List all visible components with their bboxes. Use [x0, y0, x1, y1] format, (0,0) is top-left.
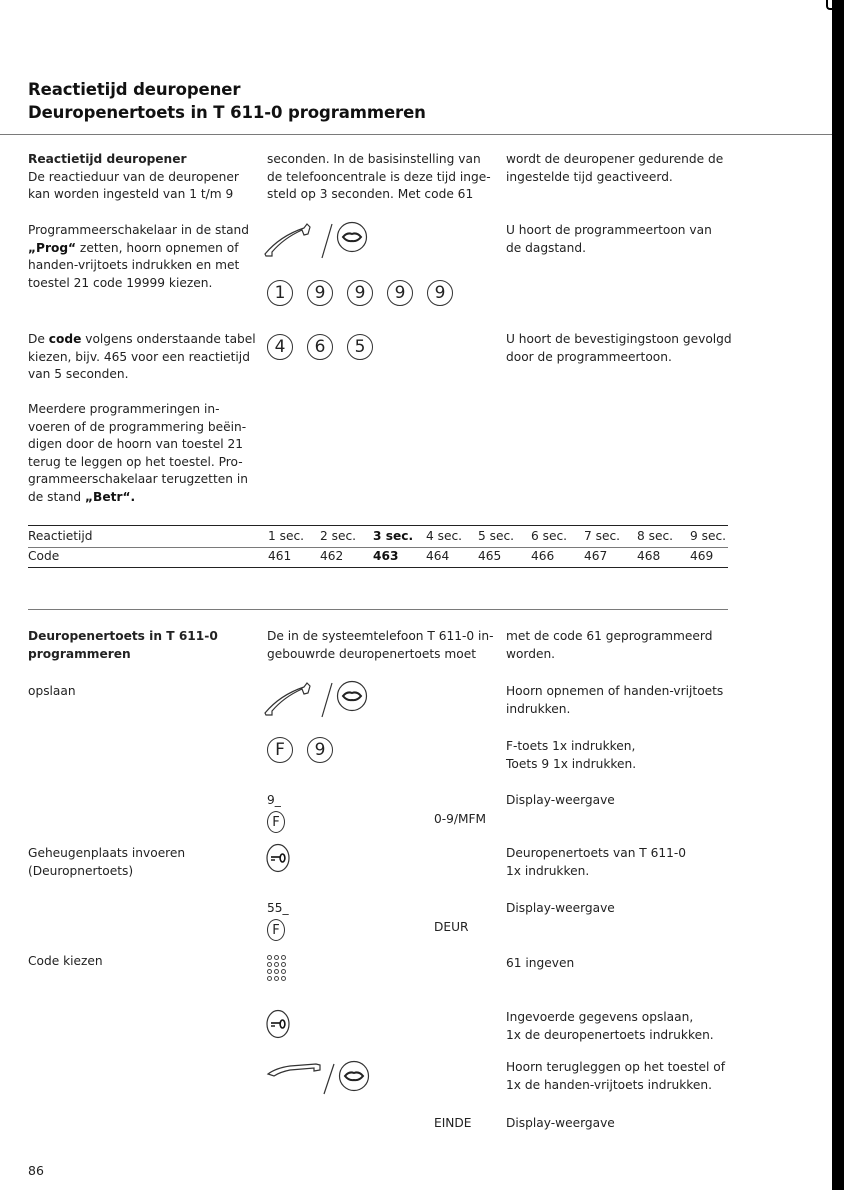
- keys-F9: [267, 737, 333, 763]
- key-9: 9: [347, 280, 373, 306]
- door-key-icon: [266, 843, 290, 877]
- section1-intro-col1: Reactietijd deuropener De reactieduur van de deuropener kan worden ingesteld van 1 t/m 9: [28, 152, 239, 201]
- s2-step4-label: Geheugenplaats invoeren (Deuropnertoets): [28, 846, 186, 878]
- keypad-icon: [267, 955, 287, 982]
- speaker-lips-icon: [336, 221, 368, 257]
- page-title-line1: Reactietijd deuropener: [28, 80, 241, 99]
- display-right-deur: DEUR: [434, 920, 469, 934]
- door-key-icon: [266, 1009, 290, 1043]
- scan-edge-bar: [832, 0, 844, 1190]
- section2-intro-col3: met de code 61 geprogrammeerd worden.: [506, 629, 713, 661]
- section2-divider: [28, 609, 728, 610]
- s2-step5-result: Display-weergave: [506, 901, 615, 915]
- display-value-55: 55_: [267, 901, 289, 915]
- row-label-code: Code: [28, 549, 60, 563]
- display-f-key: F: [267, 919, 285, 941]
- page-title-line2: Deuropenertoets in T 611-0 programmeren: [28, 103, 426, 122]
- key-5: 5: [347, 334, 373, 360]
- s2-step1-result: Hoorn opnemen of handen-vrijtoets indrukken.: [506, 684, 724, 716]
- section1-intro-col3: wordt de deuropener gedurende de ingestelde tijd geactiveerd.: [506, 152, 724, 184]
- key-9: 9: [307, 737, 333, 763]
- table-top-rule: [28, 525, 728, 526]
- display-right-einde: EINDE: [434, 1116, 472, 1130]
- s2-step2-result: F-toets 1x indrukken, Toets 9 1x indrukken.: [506, 739, 637, 771]
- table-row-codes: Code 461 462 463 464 465 466 467 468 469: [28, 549, 714, 563]
- display-f-key: F: [267, 811, 285, 833]
- keys-465: [267, 334, 373, 360]
- section1-heading: Reactietijd deuropener: [28, 152, 187, 166]
- key-9: 9: [427, 280, 453, 306]
- handset-hangup-icon: [266, 1058, 346, 1102]
- key-1: 1: [267, 280, 293, 306]
- display-right-mfm: 0-9/MFM: [434, 812, 487, 826]
- page-number: 86: [28, 1163, 44, 1178]
- speaker-lips-icon: [338, 1060, 370, 1096]
- step2-instruction: De code volgens onderstaande tabel kiezen, bijv. 465 voor een reactietijd van 5 seconden.: [28, 332, 256, 381]
- section2-intro-col2: De in de systeemtelefoon T 611-0 in- gebouwrde deuropenertoets moet: [267, 629, 494, 661]
- key-9: 9: [387, 280, 413, 306]
- s2-step3-result: Display-weergave: [506, 793, 615, 807]
- s2-step6-label: Code kiezen: [28, 954, 103, 968]
- key-F: F: [267, 737, 293, 763]
- step1-result: U hoort de programmeertoon van de dagstand.: [506, 223, 712, 255]
- s2-step8-result: Hoorn terugleggen op het toestel of 1x de handen-vrijtoets indrukken.: [506, 1060, 725, 1092]
- section2-heading: Deuropenertoets in T 611-0 programmeren: [28, 629, 218, 661]
- key-6: 6: [307, 334, 333, 360]
- table-row-times: Reactietijd 1 sec. 2 sec. 3 sec. 4 sec. 5 sec. 6 sec. 7 sec. 8 sec. 9 sec.: [28, 529, 727, 543]
- step3-instruction: Meerdere programmeringen in- voeren of de programmering beëin- digen door de hoorn van toestel 21 terug te leggen op het toestel. Pro- grammeerschakelaar terugzetten in de stand „Betr“.: [28, 402, 248, 504]
- s2-step1-label: opslaan: [28, 684, 76, 698]
- s2-step7-result: Ingevoerde gegevens opslaan, 1x de deuropenertoets indrukken.: [506, 1010, 714, 1042]
- table-bottom-rule: [28, 567, 728, 568]
- section1-intro-col2: seconden. In de basisinstelling van de telefooncentrale is deze tijd inge- steld op 3 seconden. Met code 61: [267, 152, 491, 201]
- keys-19999: [267, 280, 453, 306]
- speaker-lips-icon: [336, 680, 368, 716]
- reaction-time-table: [28, 527, 728, 567]
- key-4: 4: [267, 334, 293, 360]
- title-divider: [0, 134, 832, 135]
- s2-step6-result: 61 ingeven: [506, 956, 575, 970]
- step2-result: U hoort de bevestigingstoon gevolgd door de programmeertoon.: [506, 332, 732, 364]
- display-value-9: 9_: [267, 793, 281, 807]
- scan-edge-notch: [826, 0, 834, 10]
- s2-step4-result: Deuropenertoets van T 611-0 1x indrukken.: [506, 846, 687, 878]
- row-label-reactietijd: Reactietijd: [28, 529, 93, 543]
- s2-step9-result: Display-weergave: [506, 1116, 615, 1130]
- step1-instruction: Programmeerschakelaar in de stand „Prog“ zetten, hoorn opnemen of handen-vrijtoets indrukken en met toestel 21 code 19999 kiezen.: [28, 223, 250, 290]
- key-9: 9: [307, 280, 333, 306]
